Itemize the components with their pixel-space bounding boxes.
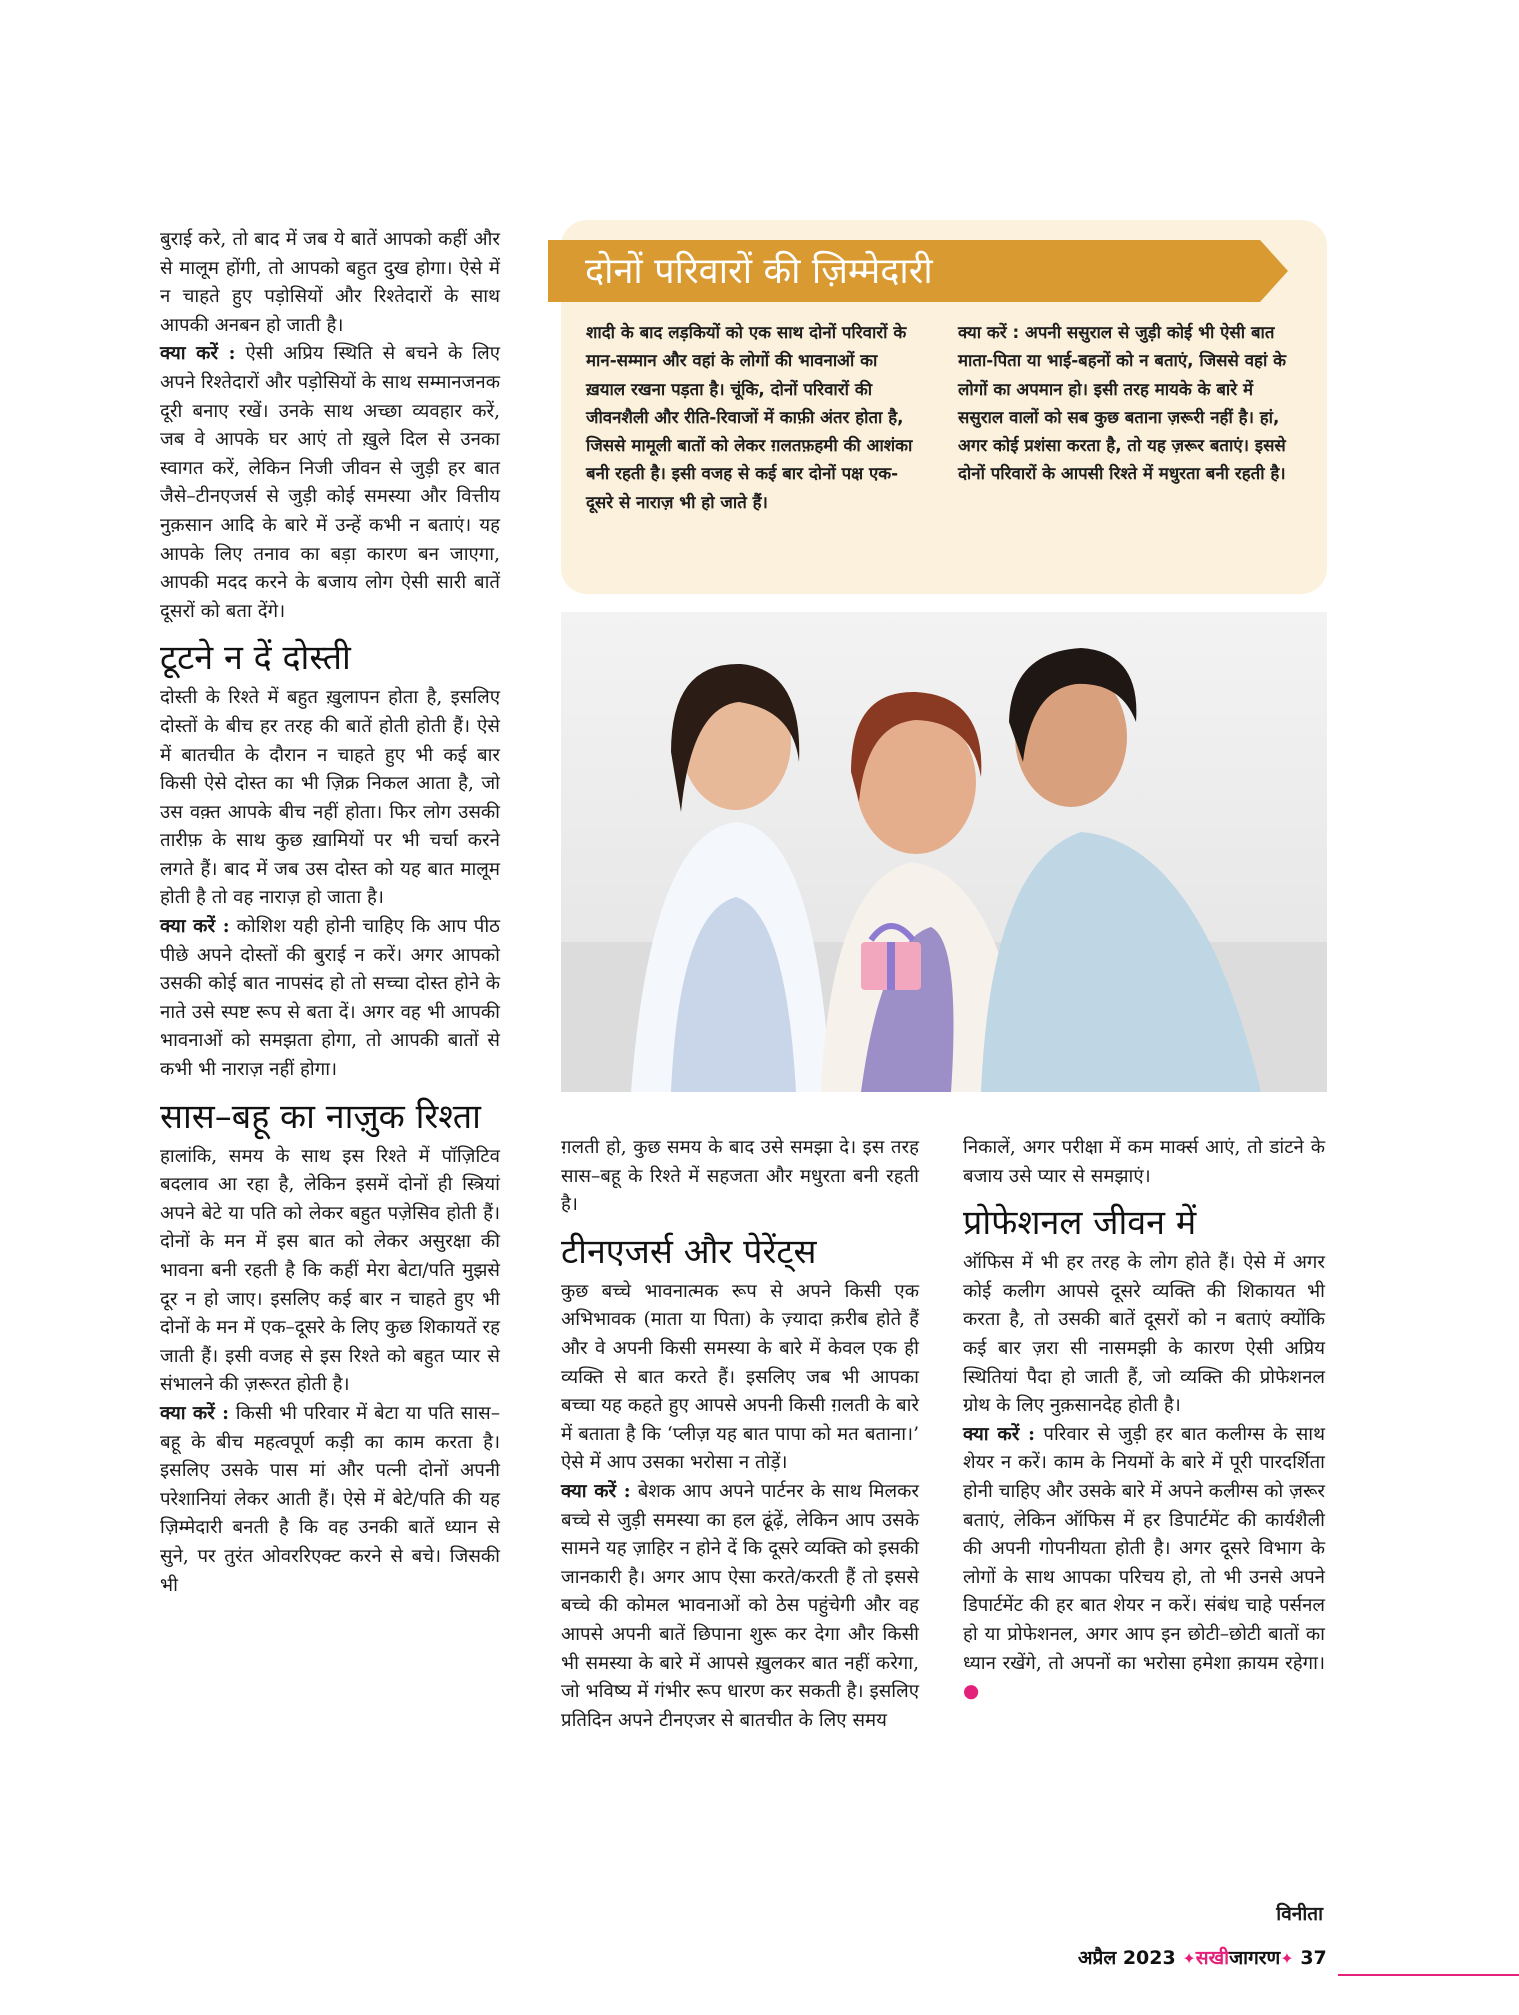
footer-rule [1338,1974,1519,1976]
magazine-name-b: जागरण [1229,1947,1281,1969]
tip-label: क्या करें : [963,1423,1036,1445]
star-icon: ✦ [1182,1949,1196,1968]
page-number: 37 [1300,1947,1327,1969]
end-mark: ● [963,1681,980,1703]
tip-label: क्या करें : [561,1480,631,1502]
page-footer [1078,1944,1327,1970]
paragraph: कुछ बच्चे भावनात्मक रूप से अपने किसी एक अभिभावक (माता या पिता) के ज़्यादा क़रीब होते हैं और वे अपनी किसी समस्या के बारे में केवल एक ही व्यक्ति से बात करते हैं। इसलिए जब भी आपका बच्चा यह कहते हुए आपसे अपनी किसी ग़लती के बारे में बताता है कि ‘प्लीज़ यह बात पापा को मत बताना।’ ऐसे में आप उसका भरोसा न तोड़ें। [561,1280,919,1474]
paragraph: निकालें, अगर परीक्षा में कम मार्क्स आएं, तो डांटने के बजाय उसे प्यार से समझाएं। [963,1137,1325,1187]
paragraph: क्या करें : परिवार से जुड़ी हर बात कलीग्स के साथ शेयर न करें। काम के नियमों के बारे में पूरी पारदर्शिता होनी चाहिए और उसके बारे में अपने कलीग्स को ज़रूर बताएं, लेकिन ऑफिस में हर डिपार्टमेंट की कार्यशैली की अपनी गोपनीयता होती है। अगर दूसरे विभाग के लोगों के साथ आपका परिचय हो, तो भी उनसे अपने डिपार्टमेंट की हर बात शेयर न करें। संबंध चाहे पर्सनल हो या प्रोफेशनल, अगर आप इन छोटी–छोटी बातों का ध्यान रखेंगे, तो अपनों का भरोसा हमेशा क़ायम रहेगा। ● [963,1423,1326,1703]
author-name: विनीता [1276,1903,1323,1925]
issue-date: अप्रैल 2023 [1078,1947,1176,1969]
info-box-left-text: शादी के बाद लड़कियों को एक साथ दोनों परिवारों के मान-सम्मान और वहां के लोगों की भावनाओं का ख़याल रखना पड़ता है। चूंकि, दोनों परिवारों की जीवनशैली और रीति-रिवाजों में काफ़ी अंतर होता है, जिससे मामूली बातों को लेकर ग़लतफ़हमी की आशंका बनी रहती है। इसी वजह से कई बार दोनों पक्ष एक-दूसरे से नाराज़ भी हो जाते हैं। [586,322,913,512]
section-heading: टूटने न दें दोस्ती [160,638,351,679]
star-icon: ✦ [1280,1949,1294,1968]
column-1 [160,226,500,1600]
paragraph: ऑफिस में भी हर तरह के लोग होते हैं। ऐसे में अगर कोई कलीग आपसे दूसरे व्यक्ति की शिकायत भी करता है, तो उसकी बातें दूसरों को न बताएं क्योंकि कई बार ज़रा सी नासमझी के कारण ऐसी अप्रिय स्थितियां पैदा हो जाती हैं, जो व्यक्ति की प्रोफेशनल ग्रोथ के लिए नुक़सानदेह होती है। [963,1252,1325,1417]
paragraph: दोस्ती के रिश्ते में बहुत ख़ुलापन होता है, इसलिए दोस्तों के बीच हर तरह की बातें होती होती हैं। ऐसे में बातचीत के दौरान न चाहते हुए भी कई बार किसी ऐसे दोस्त का भी ज़िक्र निकल आता है, जो उस वक़्त आपके बीच नहीं होता। फिर लोग उसकी तारीफ़ के साथ कुछ ख़ामियों पर भी चर्चा करने लगते हैं। बाद में जब उस दोस्त को यह बात मालूम होती है तो वह नाराज़ हो जाता है। [160,687,500,909]
paragraph: क्या करें : बेशक आप अपने पार्टनर के साथ मिलकर बच्चे से जुड़ी समस्या का हल ढूंढ़ें, लेकिन आप उसके सामने यह ज़ाहिर न होने दें कि दूसरे व्यक्ति को इसकी जानकारी है। अगर आप ऐसा करते/करती हैं तो इससे बच्चे की कोमल भावनाओं को ठेस पहुंचेगी और वह आपसे अपनी बातें छिपाना शुरू कर देगा और किसी भी समस्या के बारे में आपसे ख़ुलकर बात नहीं करेगा, जो भविष्य में गंभीर रूप धारण कर सकती है। इसलिए प्रतिदिन अपने टीनएजर से बातचीत के लिए समय [561,1480,919,1731]
paragraph: ग़लती हो, कुछ समय के बाद उसे समझा दे। इस तरह सास–बहू के रिश्ते में सहजता और मधुरता बनी रहती है। [561,1137,919,1216]
tip-label: क्या करें : [160,343,236,365]
tip-label: क्या करें : [160,1402,229,1424]
column-3 [963,1134,1325,1707]
magazine-name-a: सखी [1195,1947,1230,1969]
info-box-right-text: क्या करें : अपनी ससुराल से जुड़ी कोई भी ऐसी बात माता-पिता या भाई-बहनों को न बताएं, जिससे वहां के लोगों का अपमान हो। इसी तरह मायके के बारे में ससुराल वालों को सब कुछ बताना ज़रूरी नहीं है। हां, अगर कोई प्रशंसा करता है, तो यह ज़रूर बताएं। इससे दोनों परिवारों के आपसी रिश्ते में मधुरता बनी रहती है। [958,322,1287,484]
section-heading: टीनएजर्स और पेरेंट्स [561,1231,817,1272]
family-photo [561,612,1327,1092]
column-2 [561,1134,919,1735]
paragraph: क्या करें : कोशिश यही होनी चाहिए कि आप पीठ पीछे अपने दोस्तों की बुराई न करें। अगर आपको उसकी कोई बात नापसंद हो तो सच्चा दोस्त होने के नाते उसे स्पष्ट रूप से बता दें। अगर वह भी आपकी भावनाओं को समझता होगा, तो आपकी बातों से कभी भी नाराज़ नहीं होगा। [160,916,500,1081]
section-heading: प्रोफेशनल जीवन में [963,1203,1197,1244]
section-heading: सास–बहू का नाज़ुक रिश्ता [160,1096,481,1137]
paragraph: क्या करें : किसी भी परिवार में बेटा या पति सास–बहू के बीच महत्वपूर्ण कड़ी का काम करता है। इसलिए उसके पास मां और पत्नी दोनों अपनी परेशानियां लेकर आती हैं। ऐसे में बेटे/पति की यह ज़िम्मेदारी बनती है कि वह उनकी बातें ध्यान से सुने, पर तुरंत ओवररिएक्ट करने से बचे। जिसकी भी [160,1402,500,1596]
paragraph: क्या करें : ऐसी अप्रिय स्थिति से बचने के लिए अपने रिश्तेदारों और पड़ोसियों के साथ सम्मानजनक दूरी बनाए रखें। उनके साथ अच्छा व्यवहार करें, जब वे आपके घर आएं तो ख़ुले दिल से उनका स्वागत करें, लेकिन निजी जीवन से जुड़ी हर बात जैसे–टीनएजर्स से जुड़ी कोई समस्या और वित्तीय नुक़सान आदि के बारे में उन्हें कभी न बताएं। यह आपके लिए तनाव का बड़ा कारण बन जाएगा, आपकी मदद करने के बजाय लोग ऐसी सारी बातें दूसरों को बता देंगे। [160,343,500,622]
info-box-heading: दोनों परिवारों की ज़िम्मेदारी [585,251,933,292]
paragraph: बुराई करे, तो बाद में जब ये बातें आपको कहीं और से मालूम होंगी, तो आपको बहुत दुख होगा। ऐसे में न चाहते हुए पड़ोसियों और रिश्तेदारों के साथ आपकी अनबन हो जाती है। [160,229,500,336]
paragraph: हालांकि, समय के साथ इस रिश्ते में पॉज़िटिव बदलाव आ रहा है, लेकिन इसमें दोनों ही स्त्रियां अपने बेटे या पति को लेकर बहुत पज़ेसिव होती हैं। दोनों के मन में इस बात को लेकर असुरक्षा की भावना बनी रहती है कि कहीं मेरा बेटा/पति मुझसे दूर न हो जाए। इसलिए कई बार न चाहते हुए भी दोनों के मन में एक–दूसरे के लिए कुछ शिकायतें रह जाती हैं। इसी वजह से इस रिश्ते को बहुत प्यार से संभालने की ज़रूरत होती है। [160,1145,500,1396]
tip-label: क्या करें : [160,916,230,938]
